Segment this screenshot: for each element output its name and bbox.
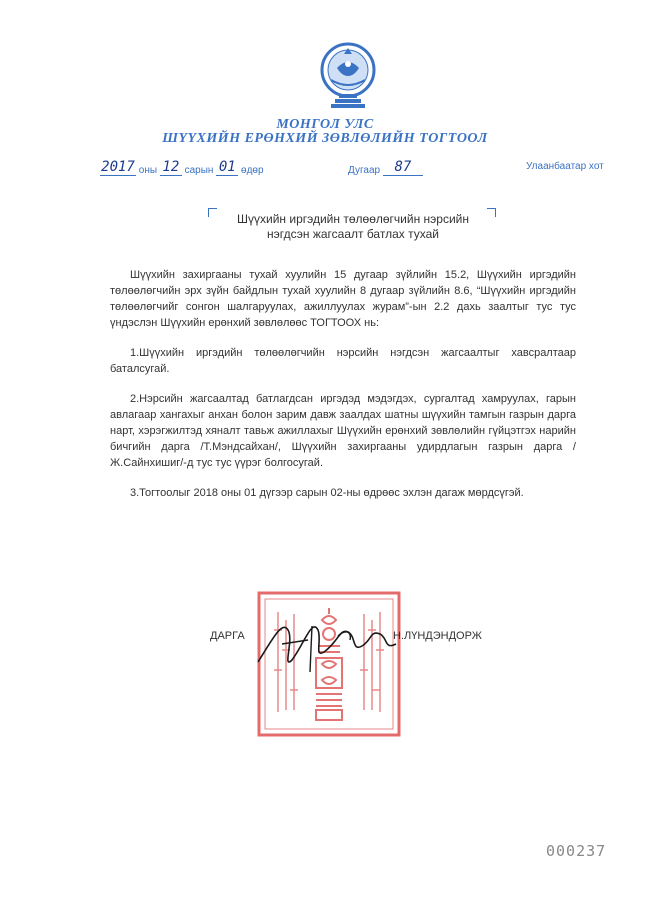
- document-body: [110, 267, 576, 515]
- document-type: ШҮҮХИЙН ЕРӨНХИЙ ЗӨВЛӨЛИЙН ТОГТООЛ: [162, 131, 488, 146]
- year-value: 2017: [101, 159, 135, 175]
- org-name: МОНГОЛ УЛС: [276, 117, 374, 132]
- subject-line: нэгдсэн жагсаалт батлах тухай: [267, 227, 439, 241]
- date-line: [100, 161, 264, 181]
- month-value: 12: [160, 159, 182, 176]
- day-value: 01: [216, 159, 238, 176]
- preamble-paragraph: Шүүхийн захиргааны тухай хуулийн 15 дугаар зүйлийн 15.2, Шүүхийн иргэдийн төлөөлөгчийн эрх зүйн байдлын тухай хуулийн 8 дугаар зүйлийн 8.6, “Шүүхийн иргэдийн төлөөлөгчийг сонгон шалгаруулах, ажиллуулах журам”-ын 2.2 дахь заалтыг тус тус үндэслэн Шүүхийн ерөнхий зөвлөлөөс ТОГТООХ нь:: [110, 269, 576, 329]
- handwritten-signature: [252, 600, 402, 680]
- subject: [210, 212, 496, 242]
- clause-2: 2.Нэрсийн жагсаалтад батлагдсан иргэдэд мэдэгдэх, сургалтад хамруулах, гарын авлагаар хангахыг анхан болон зарим давж заалдах шатны шүүхийн тамгын газрын дарга нарт, хэрэгжилтэд хяналт тавьж ажиллахыг Шүүхийн ерөнхий зөвлөлийн гүйцэтгэх нарийн бичгийн дарга /Т.Мэндсайхан/, Шүүхийн захиргааны удирдлагын газрын дарга /Ж.Сайнхишиг/-д тус тус үүрэг болгосугай.: [110, 393, 576, 469]
- clause-3: 3.Тогтоолыг 2018 оны 01 дүгээр сарын 02-ны өдрөөс эхлэн дагаж мөрдсүгэй.: [130, 487, 524, 499]
- number-line: [348, 161, 423, 181]
- page-number-stamp: 000237: [546, 842, 607, 860]
- signer-position: ДАРГА: [210, 630, 245, 642]
- number-label: Дугаар: [348, 165, 381, 176]
- month-suffix: сарын: [184, 165, 214, 176]
- number-value: 87: [383, 159, 423, 176]
- clause-1: 1.Шүүхийн иргэдийн төлөөлөгчийн нэрсийн нэгдсэн жагсаалтыг хавсралтаар баталсугай.: [110, 347, 576, 375]
- year-suffix: оны: [138, 165, 158, 176]
- state-emblem-icon: [319, 40, 377, 110]
- signer-name: Н.ЛҮНДЭНДОРЖ: [393, 630, 482, 642]
- day-suffix: өдөр: [241, 165, 264, 176]
- subject-line: Шүүхийн иргэдийн төлөөлөгчийн нэрсийн: [237, 212, 469, 226]
- city: Улаанбаатар хот: [526, 161, 604, 172]
